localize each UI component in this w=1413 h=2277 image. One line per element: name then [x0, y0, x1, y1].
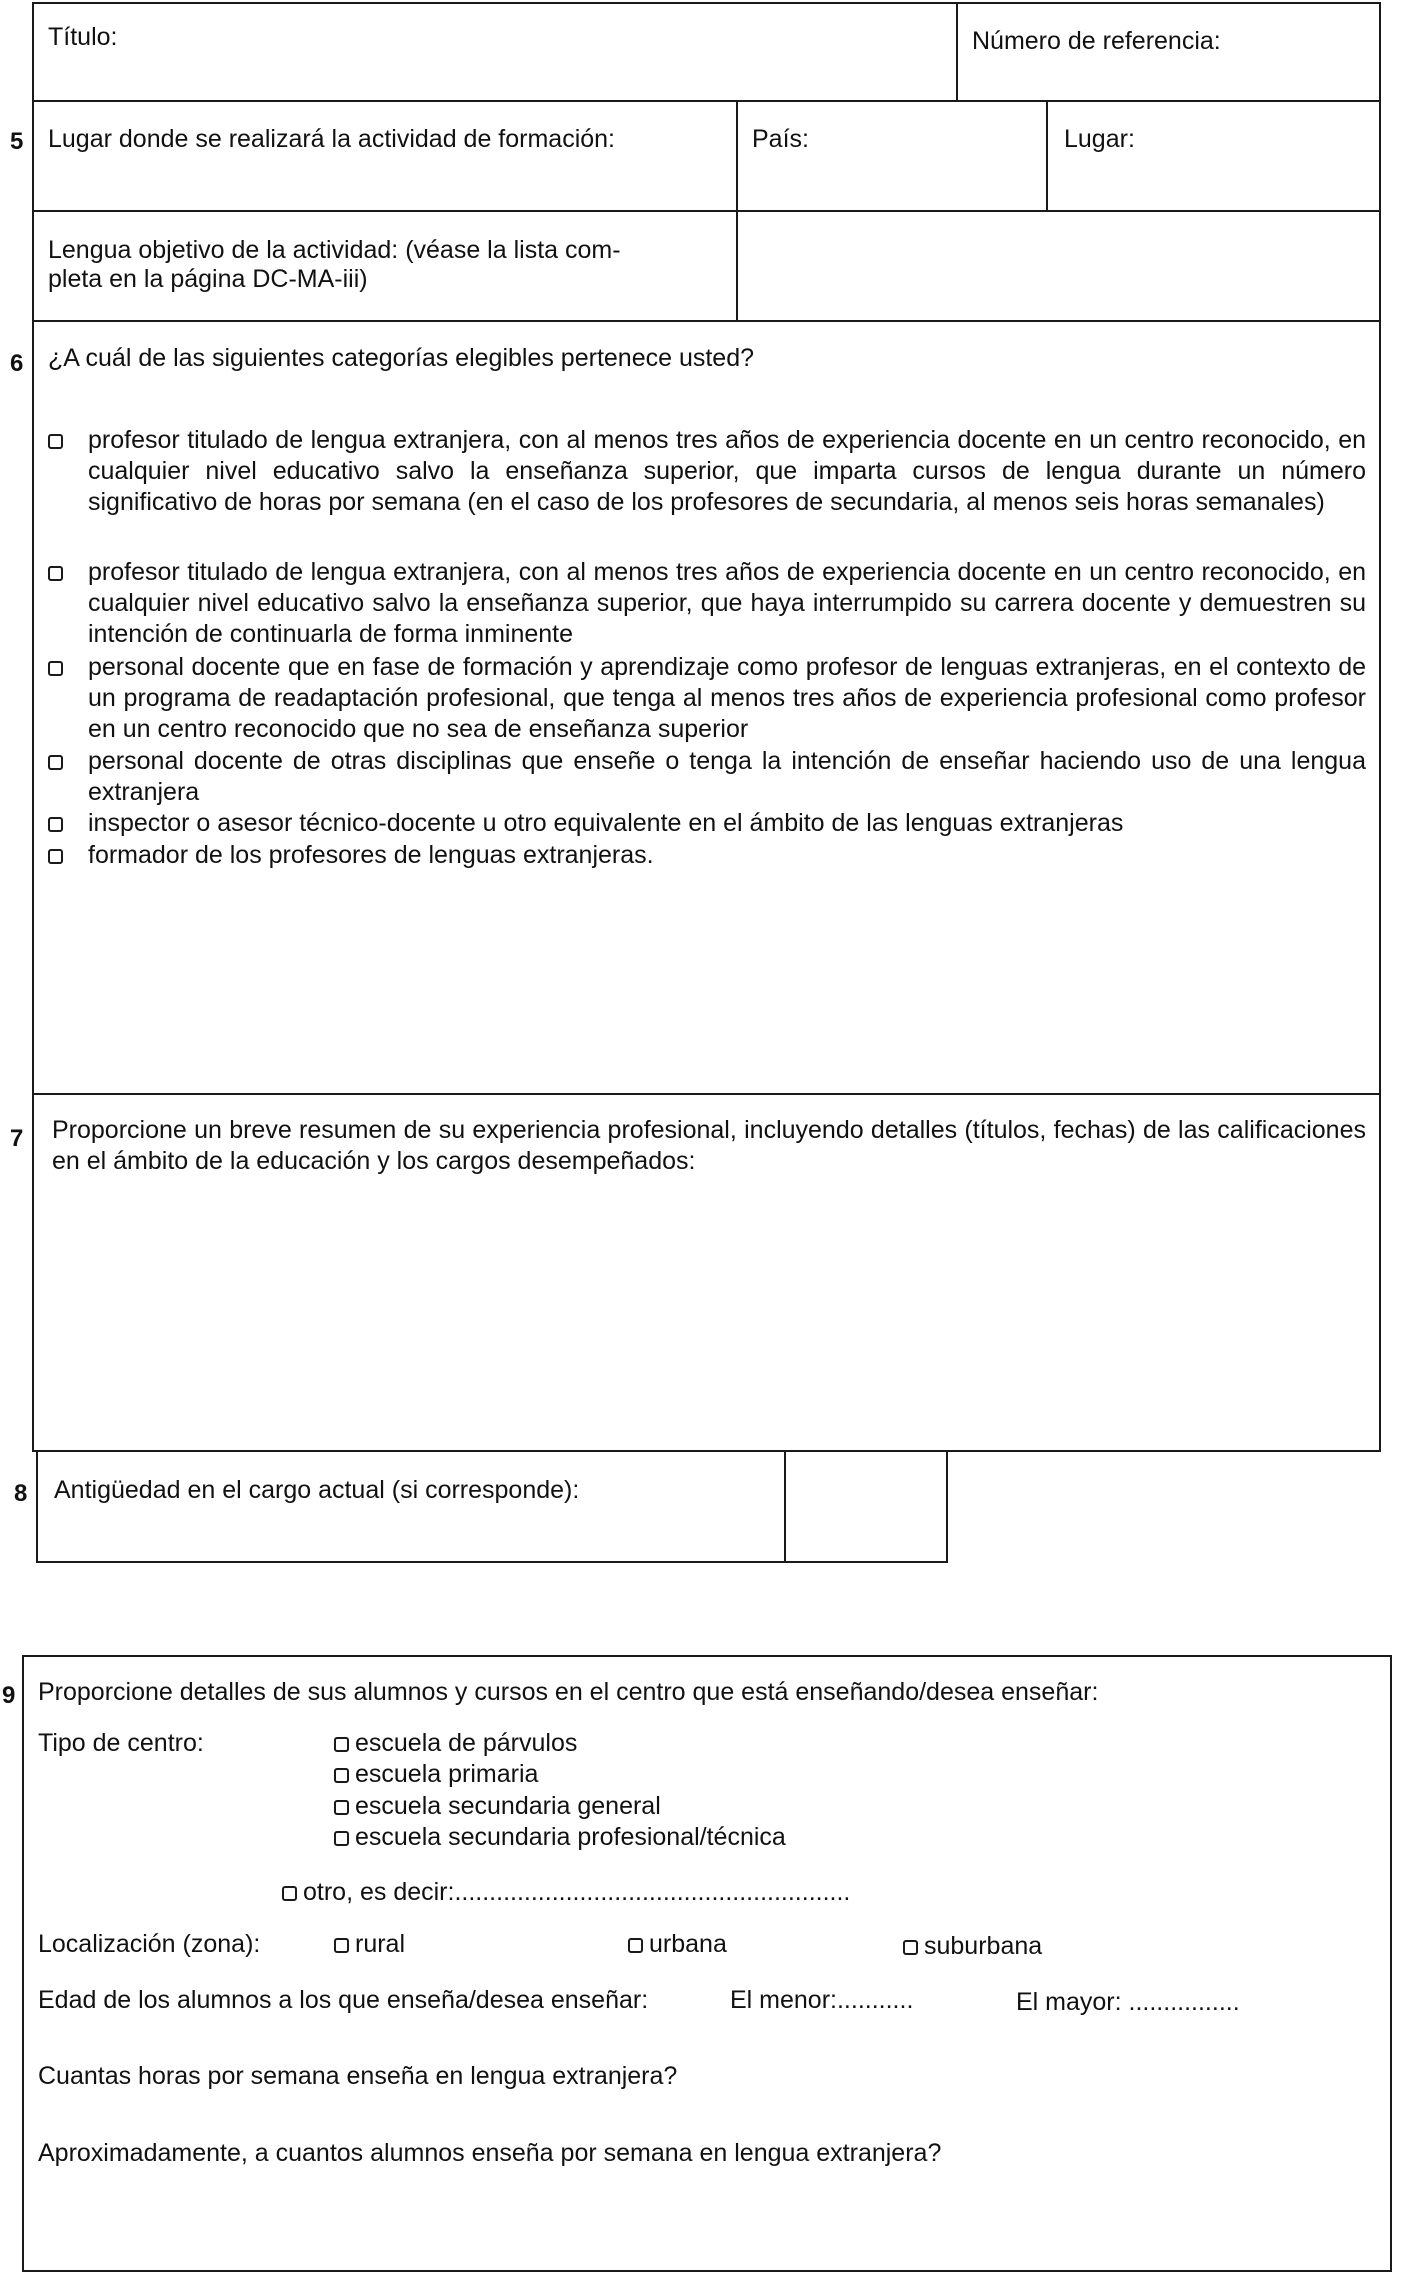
youngest-age-field[interactable]: El menor:........... [730, 1986, 914, 2014]
checkbox[interactable] [48, 755, 63, 770]
checkbox[interactable] [334, 1831, 349, 1846]
section-number-7: 7 [10, 1125, 24, 1152]
location-rural-text: rural [355, 1930, 406, 1958]
divider [32, 1093, 1381, 1095]
divider [784, 1450, 786, 1563]
category-option[interactable] [48, 746, 1366, 808]
divider [736, 210, 738, 320]
divider [736, 100, 738, 210]
checkbox[interactable] [48, 434, 63, 449]
place-label: Lugar: [1064, 125, 1135, 153]
section-number-6: 6 [10, 350, 24, 377]
category-option[interactable] [48, 652, 1366, 745]
category-option-text: personal docente de otras disciplinas que enseñe o tenga la intención de enseñar haciendo uso de una lengua extranjera [88, 747, 1366, 806]
divider [956, 2, 958, 100]
seniority-answer-field[interactable] [788, 1454, 942, 1558]
eligible-category-question: ¿A cuál de las siguientes categorías elegibles pertenece usted? [48, 344, 755, 372]
oldest-age-field[interactable]: El mayor: ................ [1016, 1988, 1240, 2016]
checkbox[interactable] [334, 1737, 349, 1752]
centre-type-other-option[interactable] [282, 1877, 850, 1908]
divider [32, 320, 1381, 322]
seniority-label: Antigüedad en el cargo actual (si corresponde): [54, 1476, 580, 1504]
checkbox[interactable] [48, 661, 63, 676]
location-urban-text: urbana [649, 1930, 727, 1958]
centre-type-text: escuela secundaria profesional/técnica [355, 1823, 786, 1851]
divider [32, 210, 1381, 212]
title-label: Título: [48, 23, 118, 51]
location-suburban-text: suburbana [924, 1932, 1043, 1960]
category-option[interactable] [48, 840, 1366, 871]
student-age-label: Edad de los alumnos a los que enseña/desea enseñar: [38, 1986, 649, 2014]
experience-summary-prompt: Proporcione un breve resumen de su experiencia profesional, incluyendo detalles (títulos, fechas) de las calificaciones en el ámbito de la educación y los cargos desempeñados: [52, 1116, 1366, 1175]
other-text: otro, es decir:......................................................... [303, 1878, 851, 1906]
centre-type-option[interactable] [334, 1759, 538, 1790]
checkbox[interactable] [334, 1768, 349, 1783]
category-option-text: profesor titulado de lengua extranjera, con al menos tres años de experiencia docente en un centro reconocido, en cualquier nivel educativo salvo la enseñanza superior, que haya interrumpido su carrera docente y demuestren su intención de continuarla de forma inminente [88, 558, 1366, 648]
divider [36, 1450, 38, 1563]
checkbox[interactable] [48, 849, 63, 864]
divider [1046, 100, 1048, 210]
checkbox[interactable] [334, 1938, 349, 1953]
section-number-9: 9 [2, 1682, 16, 1709]
checkbox[interactable] [48, 817, 63, 832]
checkbox[interactable] [48, 566, 63, 581]
category-option-text: inspector o asesor técnico-docente u otro equivalente en el ámbito de las lenguas extranjeras [88, 809, 1124, 837]
section-9-frame [22, 1655, 1392, 2272]
divider [32, 100, 1381, 102]
checkbox[interactable] [282, 1886, 297, 1901]
target-language-label-line1: Lengua objetivo de la actividad: (véase la lista com- [48, 236, 621, 264]
checkbox[interactable] [903, 1940, 918, 1955]
section-number-5: 5 [10, 128, 24, 155]
students-per-week-question: Aproximadamente, a cuantos alumnos enseña por semana en lengua extranjera? [38, 2139, 942, 2167]
centre-type-text: escuela primaria [355, 1760, 539, 1788]
section-number-8: 8 [14, 1480, 28, 1507]
category-option-text: personal docente que en fase de formación y aprendizaje como profesor de lenguas extranjeras, en el contexto de un programa de readaptación profesional, que tenga al menos tres años de experiencia profesional como profesor en un centro reconocido que no sea de enseñanza superior [88, 653, 1366, 743]
centre-type-option[interactable] [334, 1728, 577, 1759]
divider [32, 1450, 1381, 1452]
divider [946, 1450, 948, 1563]
students-courses-intro: Proporcione detalles de sus alumnos y cursos en el centro que está enseñando/desea enseñar: [38, 1678, 1099, 1706]
reference-label: Número de referencia: [972, 27, 1221, 55]
target-language-label-line2: pleta en la página DC-MA-iii) [48, 265, 368, 293]
location-zone-label: Localización (zona): [38, 1930, 261, 1958]
checkbox[interactable] [334, 1800, 349, 1815]
category-option[interactable] [48, 557, 1366, 650]
experience-summary-answer-area[interactable] [40, 1185, 1370, 1415]
category-option-text: formador de los profesores de lenguas extranjeras. [88, 841, 654, 869]
category-option-text: profesor titulado de lengua extranjera, con al menos tres años de experiencia docente en un centro reconocido, en cualquier nivel educativo salvo la enseñanza superior, que imparta cursos de lengua durante un número significativo de horas por semana (en el caso de los profesores de secundaria, al menos seis horas semanales) [88, 426, 1366, 516]
divider [36, 1561, 948, 1563]
hours-per-week-question: Cuantas horas por semana enseña en lengua extranjera? [38, 2062, 678, 2090]
country-label: País: [752, 125, 809, 153]
centre-type-option[interactable] [334, 1822, 786, 1853]
training-location-label: Lugar donde se realizará la actividad de formación: [48, 125, 616, 153]
centre-type-text: escuela de párvulos [355, 1729, 578, 1757]
centre-type-text: escuela secundaria general [355, 1792, 661, 1820]
category-option[interactable] [48, 808, 1366, 839]
centre-type-option[interactable] [334, 1791, 661, 1822]
centre-type-label: Tipo de centro: [38, 1729, 204, 1757]
location-urban-option[interactable] [628, 1929, 727, 1960]
location-suburban-option[interactable] [903, 1931, 1042, 1962]
location-rural-option[interactable] [334, 1929, 405, 1960]
category-option[interactable] [48, 425, 1366, 518]
checkbox[interactable] [628, 1938, 643, 1953]
